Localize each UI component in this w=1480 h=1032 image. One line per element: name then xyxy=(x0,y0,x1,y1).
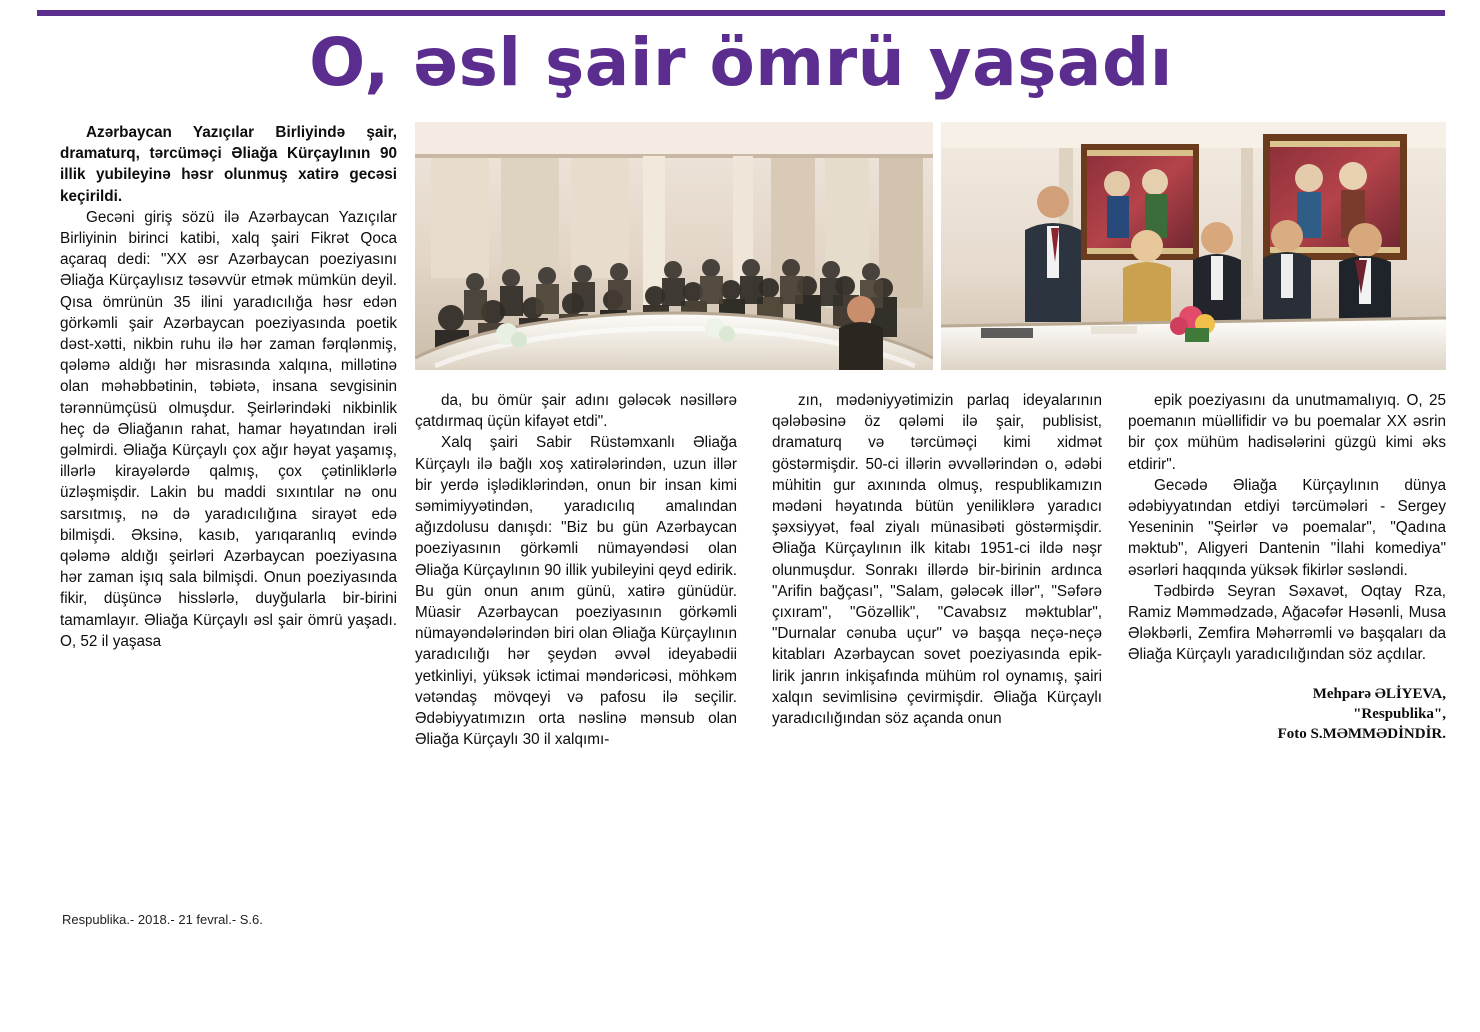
source-citation: Respublika.- 2018.- 21 fevral.- S.6. xyxy=(62,912,263,927)
article-paragraph: Gecəni giriş sözü ilə Azərbaycan Yazıçılar Birliyinin birinci katibi, xalq şairi Fikrət Qoca açaraq dedi: "XX əsr Azərbaycan poeziyasını Əliağa Kürçaylısız təsəvvür etmək mümkün deyil. Qısa ömrünün 35 ilini yaradıcılığa həsr edən görkəmli şair Azərbaycan poeziyasında poetik dəst-xətti, nikbin ruhu ilə hər zaman fərqlənmiş, qələmə aldığı hər misrasında xalqına, millətinə olan məhəbbətinin, təbiətə, insana sevgisinin tərənnümçüsü olmuşdur. Şeirlərindəki nikbinlik heç də Əliağanın rahat, hamar həyatından irəli gəlmirdi. Əliağa Kürçaylı çox ağır həyat yaşamış, illərlə kirayələrdə qalmış, çox çətinliklərlə üzləşmişdir. Lakin bu maddi sıxıntılar nə onu sarsıtmış, nə də yaradıcılığına sirayət edə bilmişdi. Əksinə, kasıb, yarıqaranlıq evində qələmə aldığı şeirləri Azərbaycan poeziyasına hər zaman işıq sala bilmişdi. Onun poeziyasında fikir, düşüncə hisslərlə, duyğularla bir-birini tamamlayır. Əliağa Kürçaylı əsl şair ömrü yaşadı. O, 52 il yaşasa xyxy=(60,208,397,650)
article-paragraph: da, bu ömür şair adını gələcək nəsillərə çatdırmaq üçün kifayət etdi". xyxy=(415,392,737,431)
article-column-2 xyxy=(415,390,737,750)
article-paragraph: Gecədə Əliağa Kürçaylının dünya ədəbiyyatından etdiyi tərcümələri - Sergey Yeseninin "Şeirlər və poemalar", "Qadına məktub", Aligyeri Dantenin "İlahi komediya" əsərləri haqqında yüksək fikirlər səsləndi. xyxy=(1128,476,1446,579)
photo-speaker-at-table xyxy=(941,122,1446,370)
article-column-4 xyxy=(1128,390,1446,744)
photo-speaker-graphic xyxy=(941,122,1446,370)
photo-conference-hall xyxy=(415,122,933,370)
article-lead-paragraph: Azərbaycan Yazıçılar Birliyində şair, dramaturq, tərcüməçi Əliağa Kürçaylının 90 illik yubileyinə həsr olunmuş xatirə gecəsi keçirildi. xyxy=(60,124,397,205)
page-title: O, əsl şair ömrü yaşadı xyxy=(309,24,1173,101)
article-column-3 xyxy=(772,390,1102,729)
article-paragraph: zın, mədəniyyətimizin parlaq ideyalarının qələbəsinə öz qələmi ilə şair, publisist, dramaturq və tərcüməçi kimi xidmət göstərmişdir. 50-ci illərin əvvəllərindən o, ədəbi mühitin gur axınında olmuş, respublikamızın mədəni həyatında bütün yeniliklərə yaradıcı şəxsiyyət, fəal ziyalı münasibəti göstərmişdir. Əliağa Kürçaylının ilk kitabı 1951-ci ildə nəşr olunmuşdur. Sonrakı illərdə bir-birinin ardınca "Arifin bağçası", "Salam, gələcək illər", "Səfərə çıxıram", "Gözəllik", "Cavabsız məktublar", "Durnalar cənuba uçur" və başqa neçə-neçə kitabları Azərbaycan sovet poeziyasında epik-lirik janrın inkişafında mühüm rol oynamış, şairi xalqın sevimlisinə çevirmişdir. Əliağa Kürçaylı yaradıcılığından söz açanda onun xyxy=(772,392,1102,728)
photo-conference-hall-graphic xyxy=(415,122,933,370)
byline-photographer: Foto S.MƏMMƏDİNDİR. xyxy=(1277,725,1446,742)
article-paragraph: epik poeziyasını da unutmamalıyıq. O, 25 poemanın müəllifidir və bu poemalar XX əsrin bir çox mühüm hadisələrini güzgü kimi əks etdirir". xyxy=(1128,392,1446,473)
byline-author: Mehparə ƏLİYEVA, xyxy=(1312,685,1446,702)
header-rule xyxy=(37,10,1445,16)
article-column-1 xyxy=(60,122,397,652)
article-paragraph: Xalq şairi Sabir Rüstəmxanlı Əliağa Kürçaylı ilə bağlı xoş xatirələrindən, uzun illər bir yerdə işlədiklərindən, onun bir insan kimi səmimiyyətindən, yaradıcılıq amalından ağızdolusu danışdı: "Biz bu gün Azərbaycan poeziyasının görkəmli nümayəndəsi olan Əliağa Kürçaylının 90 illik yubileyini qeyd edirik. Bu gün onun anım günü, xatirə günüdür. Müasir Azərbaycan poeziyasının görkəmli nümayəndələrindən biri olan Əliağa Kürçaylının yaradıcılığı hər şeydən əvvəl ideyabədii yetkinliyi, yüksək ictimai məndəricəsi, möhkəm vətəndaş mövqeyi və pafosu ilə seçilir. Ədəbiyyatımızın orta nəslinə mənsub olan Əliağa Kürçaylı 30 il xalqımı- xyxy=(415,434,737,749)
byline-publication: "Respublika", xyxy=(1353,705,1446,722)
byline xyxy=(1128,684,1446,744)
article-paragraph: Tədbirdə Seyran Səxavət, Oqtay Rza, Ramiz Məmmədzadə, Ağacəfər Həsənli, Musa Ələkbərli, Zemfira Məhərrəmli və başqaları da Əliağa Kürçaylı yaradıcılığından söz açdılar. xyxy=(1128,582,1446,664)
